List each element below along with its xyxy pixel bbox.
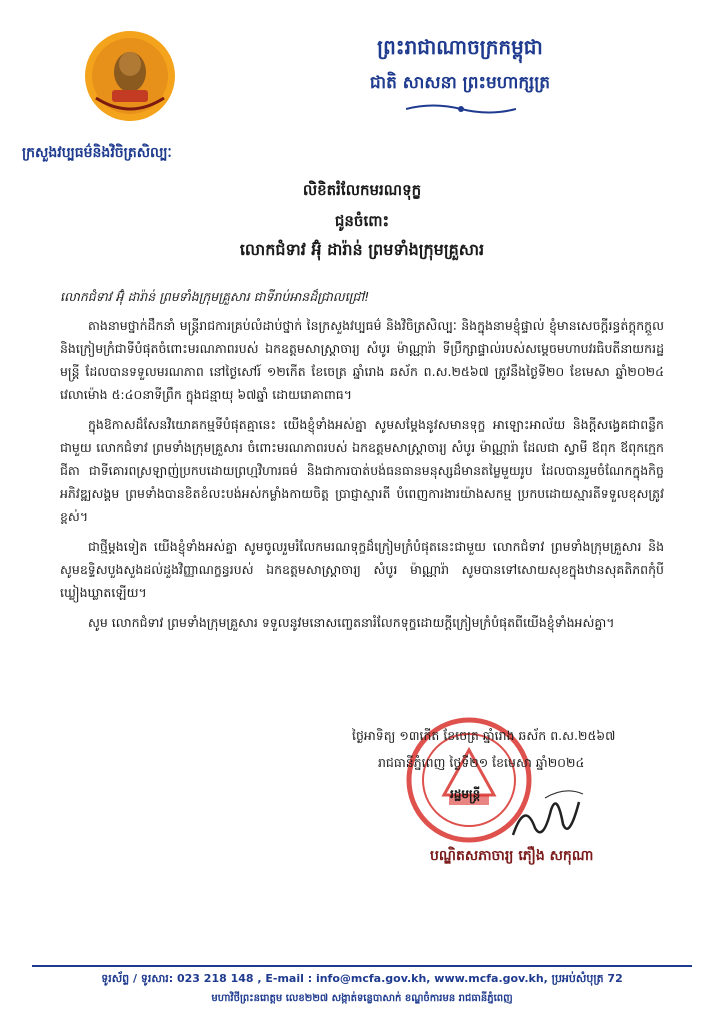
footer-address: មហាវិថីព្រះនរោត្តម លេខ២២៧ សង្កាត់ទន្លេបាសាក់ ខណ្ឌចំការមន រាជធានីភ្នំពេញ (211, 993, 513, 1004)
paragraph-3: ជាថ្មីម្តងទៀត យើងខ្ញុំទាំងអស់គ្នា សូមចូលរួមរំលែកមរណទុក្ខដ៏ក្រៀមក្រំបំផុតនេះជាមួយ លោកជំទាវ ព្រមទាំងក្រុមគ្រួសារ និងសូមឧទ្ទិសបួងសួងដល់ដួងវិញ្ញាណក្ខន្ធរបស់ ឯកឧត្តមសាស្ត្រាចារ្យ សំបូរ ម៉ាណ្ណារ៉ា សូមបានទៅសោយសុខក្នុងឋានសុគតិភពកុំបីឃ្លៀងឃ្លាតឡើយ។ (60, 539, 664, 600)
signer-name: បណ្ឌិតសភាចារ្យ ភឿង សកុណា (430, 848, 594, 864)
recipient-name: លោកជំទាវ អ៊ុំ ដារ៉ាន់ ព្រមទាំងក្រុមគ្រួសារ (239, 240, 485, 259)
signatory-title: រដ្ឋមន្ត្រី (450, 787, 481, 801)
salutation: លោកជំទាវ អ៊ុំ ដារ៉ាន់ ព្រមទាំងក្រុមគ្រួសារ ជាទីរាប់អានដ៏ជ្រាលជ្រៅ! (60, 289, 370, 304)
footer-contact: ទូរស័ព្ទ / ទូរសារ: 023 218 148 , E-mail : info@mcfa.gov.kh, www.mcfa.gov.kh, ប្រអប់សំបុត្រ 72 (101, 972, 623, 985)
paragraph-4: សូម លោកជំទាវ ព្រមទាំងក្រុមគ្រួសារ ទទួលនូវមនោសញ្ចេតនារំលែកទុក្ខដោយក្តីក្រៀមក្រំបំផុតពីយើងខ្ញុំទាំងអស់គ្នា។ (88, 615, 615, 630)
letter-title: លិខិតរំលែកមរណទុក្ខ (302, 181, 422, 199)
date-lunar: ថ្ងៃអាទិត្យ ១៣កើត ខែចេត្រ ឆ្នាំរោង ឆស័ក ព.ស.២៥៦៧ (352, 728, 616, 743)
letter-body (60, 285, 664, 641)
to-label: ជូនចំពោះ (334, 212, 390, 230)
ministry-emblem-icon (82, 28, 178, 124)
date-solar: រាជធានីភ្នំពេញ ថ្ងៃទី២១ ខែមេសា ឆ្នាំ២០២៤ (378, 755, 585, 770)
paragraph-2: ក្នុងឱកាសដ៏សែនវិយោគកម្មទីបំផុតគ្មានេះ យើងខ្ញុំទាំងអស់គ្នា សូមសម្តែងនូវសមានទុក្ខ អាឡោះអាល័យ និងក្តីសង្វេគជាពន្លឹកជាមួយ លោកជំទាវ ព្រមទាំងក្រុមគ្រួសារ ចំពោះមរណភាពរបស់ ឯកឧត្តមសាស្ត្រាចារ្យ សំបូរ ម៉ាណ្ណារ៉ា ដែលជា ស្វាមី ឪពុក ឪពុកក្មេក ជីតា ជាទីគោរពស្រឡាញ់ប្រកបដោយព្រហ្មវិហារធម៌ និងជាការបាត់បង់ធនធានមនុស្សដ៏មានតម្លៃមួយរូប ដែលបានរួមចំណែកក្នុងកិច្ចអភិវឌ្ឍសង្គម ព្រមទាំងបានខិតខំលះបង់អស់កម្លាំងកាយចិត្ត ប្រាជ្ញាស្មារតី បំពេញការងារយ៉ាងសកម្ម ប្រកបដោយស្មារតីទទួលខុសត្រូវខ្ពស់។ (60, 417, 664, 524)
handwritten-signature-icon (505, 780, 585, 850)
paragraph-1: តាងនាមថ្នាក់ដឹកនាំ មន្ត្រីរាជការគ្រប់លំដាប់ថ្នាក់ នៃក្រសួងវប្បធម៌ និងវិចិត្រសិល្បៈ និងក្នុងនាមខ្ញុំផ្ទាល់ ខ្ញុំមានសេចក្តីរន្ធត់ក្តុកក្តួល និងក្រៀមក្រំជាទីបំផុតចំពោះមរណភាពរបស់ ឯកឧត្តមសាស្ត្រាចារ្យ សំបូរ ម៉ាណ្ណារ៉ា ទីប្រឹក្សាផ្ទាល់របស់សម្តេចមហាបវរធិបតីនាយករដ្ឋមន្ត្រី ដែលបានទទួលមរណភាព នៅថ្ងៃសៅរ៍ ១២កើត ខែចេត្រ ឆ្នាំរោង ឆស័ក ព.ស.២៥៦៧ ត្រូវនឹងថ្ងៃទី២០ ខែមេសា ឆ្នាំ២០២៤ វេលាម៉ោង ៥:៤០នាទីព្រឹក ក្នុងជន្មាយុ ៦៧ឆ្នាំ ដោយរោគាពាធ។ (60, 318, 664, 402)
ministry-name: ក្រសួងវប្បធម៌និងវិចិត្រសិល្បៈ (22, 145, 172, 161)
footer-divider (32, 965, 692, 967)
ornament-divider-icon (406, 102, 516, 116)
national-motto: ជាតិ សាសនា ព្រះមហាក្សត្រ (369, 73, 551, 93)
kingdom-heading: ព្រះរាជាណាចក្រកម្ពុជា (377, 35, 543, 59)
